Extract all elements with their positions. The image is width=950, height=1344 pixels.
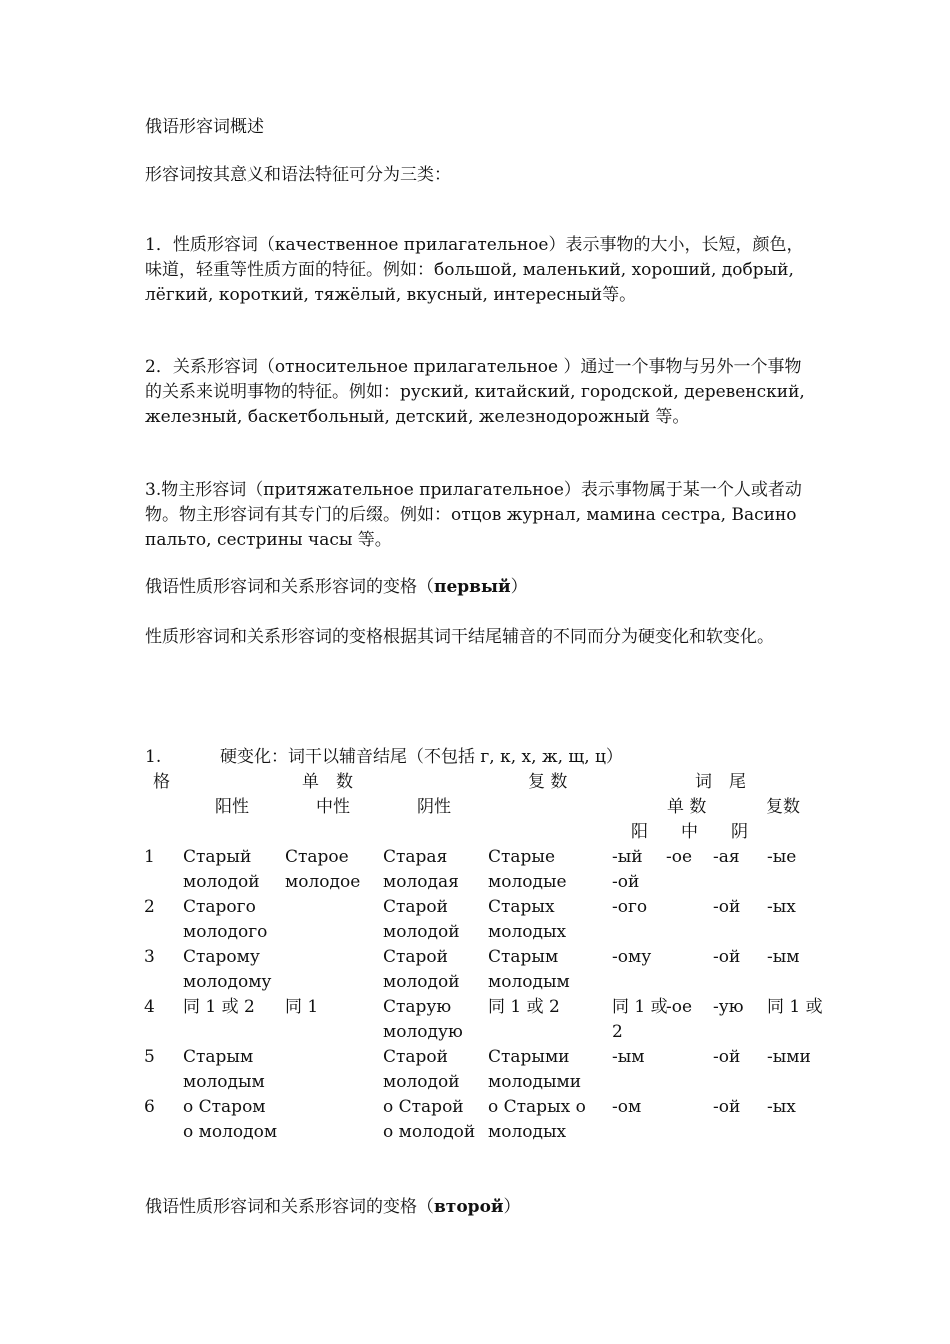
row-2-masc-cont: молодого <box>183 922 268 942</box>
row-1-end-masc-cont: -ой <box>612 872 640 892</box>
row-5-end-fem: -ой <box>713 1047 741 1067</box>
row-3-plural-cont: молодым <box>488 972 570 992</box>
row-4-neut: 同 1 <box>285 997 319 1017</box>
row-1-neut-cont: молодое <box>285 872 361 892</box>
row-2-masc: Старого <box>183 897 256 917</box>
category-3-paragraph: 3.物主形容词（притяжательное прилагательное）表示事物属于某一个人或者动物。物主形容词有其专门的后缀。例如：отцов журнал, мамина сестра, Васино пальто, сестрины часы 等。 <box>145 480 802 550</box>
row-2-end-fem: -ой <box>713 897 741 917</box>
row-4-end-neut: -ое <box>666 997 693 1017</box>
row-2-case: 2 <box>144 897 155 917</box>
row-4-fem-cont: молодую <box>383 1022 463 1042</box>
row-6-masc: о Старом <box>183 1097 266 1117</box>
row-5-fem: Старой <box>383 1047 448 1067</box>
row-1-plural-cont: молодые <box>488 872 567 892</box>
row-3-end-fem: -ой <box>713 947 741 967</box>
row-2-fem: Старой <box>383 897 448 917</box>
row-3-end-plural: -ым <box>767 947 800 967</box>
row-1-end-fem: -ая <box>713 847 740 867</box>
row-4-masc: 同 1 或 2 <box>183 997 255 1017</box>
table-caption: 硬变化：词干以辅音结尾（不包括 г, к, х, ж, щ, ц） <box>220 747 623 767</box>
row-4-fem: Старую <box>383 997 452 1017</box>
row-3-fem-cont: молодой <box>383 972 460 992</box>
header-ending: 词 尾 <box>695 772 746 792</box>
row-2-fem-cont: молодой <box>383 922 460 942</box>
row-4-end-fem: -ую <box>713 997 744 1017</box>
row-6-case: 6 <box>144 1097 155 1117</box>
row-3-masc: Старому <box>183 947 260 967</box>
row-5-plural: Старыми <box>488 1047 570 1067</box>
header-ending-plural: 复数 <box>766 797 800 817</box>
row-2-plural: Старых <box>488 897 555 917</box>
intro-paragraph: 形容词按其意义和语法特征可分为三类： <box>145 165 451 185</box>
row-6-fem-cont: о молодой <box>383 1122 476 1142</box>
doc-title: 俄语形容词概述 <box>145 117 264 137</box>
row-6-plural-cont: молодых <box>488 1122 567 1142</box>
row-5-plural-cont: молодыми <box>488 1072 582 1092</box>
section-heading-2: 俄语性质形容词和关系形容词的变格（второй） <box>145 1197 521 1217</box>
row-4-case: 4 <box>144 997 155 1017</box>
row-6-end-fem: -ой <box>713 1097 741 1117</box>
row-3-case: 3 <box>144 947 155 967</box>
row-1-end-neut: -ое <box>666 847 693 867</box>
row-5-masc-cont: молодым <box>183 1072 265 1092</box>
section-1-paragraph: 性质形容词和关系形容词的变格根据其词干结尾辅音的不同而分为硬变化和软变化。 <box>145 627 774 647</box>
row-4-end-plural: 同 1 或 <box>767 997 823 1017</box>
row-3-fem: Старой <box>383 947 448 967</box>
row-6-end-plural: -ых <box>767 1097 796 1117</box>
row-5-case: 5 <box>144 1047 155 1067</box>
row-2-end-plural: -ых <box>767 897 796 917</box>
row-3-masc-cont: молодому <box>183 972 272 992</box>
header-ending-singular: 单 数 <box>667 797 707 817</box>
row-1-fem-cont: молодая <box>383 872 459 892</box>
row-5-masc: Старым <box>183 1047 254 1067</box>
row-2-plural-cont: молодых <box>488 922 567 942</box>
header-singular: 单 数 <box>302 772 353 792</box>
section-heading-1: 俄语性质形容词和关系形容词的变格（первый） <box>145 577 528 597</box>
header-feminine: 阴性 <box>417 797 451 817</box>
row-1-plural: Старые <box>488 847 556 867</box>
row-1-end-plural: -ые <box>767 847 797 867</box>
row-4-end-masc-cont: 2 <box>612 1022 623 1042</box>
row-6-fem: о Старой <box>383 1097 464 1117</box>
row-5-fem-cont: молодой <box>383 1072 460 1092</box>
row-5-end-masc: -ым <box>612 1047 645 1067</box>
row-4-end-masc: 同 1 或 <box>612 997 668 1017</box>
table-caption-number: 1. <box>145 747 162 767</box>
row-6-end-masc: -ом <box>612 1097 642 1117</box>
row-1-case: 1 <box>144 847 155 867</box>
row-6-masc-cont: о молодом <box>183 1122 278 1142</box>
row-1-end-masc: -ый <box>612 847 643 867</box>
header-case: 格 <box>153 772 170 792</box>
row-1-neut: Старое <box>285 847 349 867</box>
row-2-end-masc: -ого <box>612 897 648 917</box>
header-plural: 复 数 <box>528 772 568 792</box>
row-1-fem: Старая <box>383 847 448 867</box>
header-ending-neut: 中 <box>681 822 698 842</box>
row-4-plural: 同 1 或 2 <box>488 997 560 1017</box>
header-ending-masc: 阳 <box>631 822 648 842</box>
category-2-paragraph: 2．关系形容词（относительное прилагательное ）通过一个事物与另外一个事物的关系来说明事物的特征。例如：руский, китайский, городской, деревенский, железный, баскетбольный, детский, железнодорожный 等。 <box>145 357 805 427</box>
header-masculine: 阳性 <box>215 797 249 817</box>
row-1-masc-cont: молодой <box>183 872 260 892</box>
row-6-plural: о Старых о <box>488 1097 586 1117</box>
row-3-end-masc: -ому <box>612 947 652 967</box>
category-1-paragraph: 1．性质形容词（качественное прилагательное）表示事物的大小，长短，颜色，味道，轻重等性质方面的特征。例如：большой, маленький, хороший, добрый, лёгкий, короткий, тяжёлый, вкусный, интересный等。 <box>145 235 804 305</box>
row-3-plural: Старым <box>488 947 559 967</box>
header-ending-fem: 阴 <box>731 822 748 842</box>
row-5-end-plural: -ыми <box>767 1047 811 1067</box>
row-1-masc: Старый <box>183 847 252 867</box>
header-neuter: 中性 <box>316 797 350 817</box>
